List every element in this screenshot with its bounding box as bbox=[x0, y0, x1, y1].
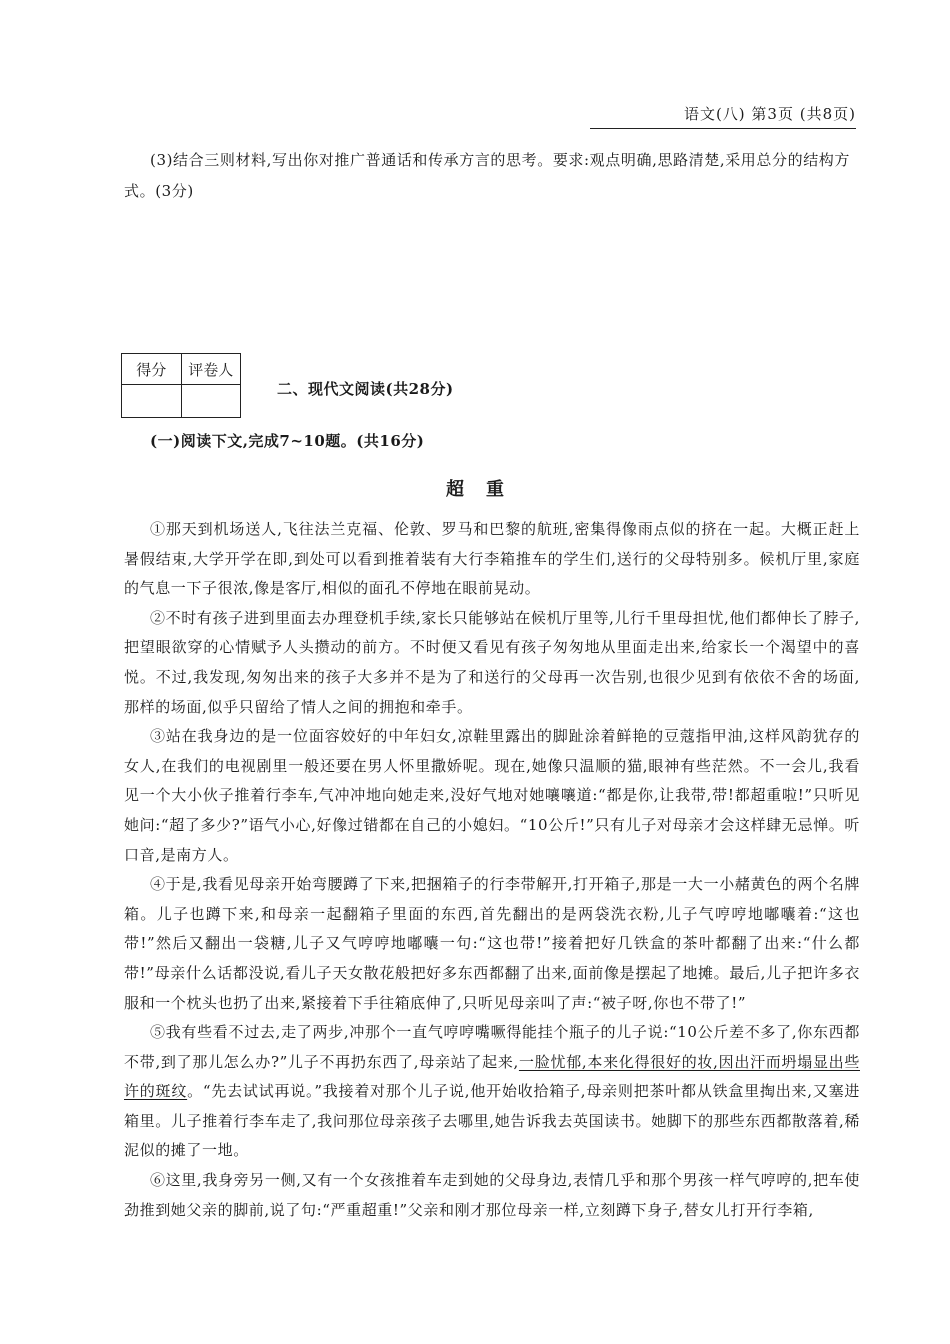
paragraph-6: ⑥这里,我身旁另一侧,又有一个女孩推着车走到她的父母身边,表情几乎和那个男孩一样气哼哼的,把车使劲推到她父亲的脚前,说了句:“严重超重!”父亲和刚才那位母亲一样,立刻蹲下身子,替女儿打开行李箱, bbox=[124, 1171, 860, 1219]
article-title: 超重 bbox=[446, 479, 526, 500]
article-body bbox=[124, 515, 860, 1225]
page-header: 语文(八) 第3页 (共8页) bbox=[590, 103, 856, 129]
section-title: 二、现代文阅读(共28分) bbox=[277, 380, 454, 398]
paragraph-1: ①那天到机场送人,飞往法兰克福、伦敦、罗马和巴黎的航班,密集得像雨点似的挤在一起。大概正赶上暑假结束,大学开学在即,到处可以看到推着装有大行李箱推车的学生们,送行的父母特别多。候机厅里,家庭的气息一下子很浓,像是客厅,相似的面孔不停地在眼前晃动。 bbox=[124, 520, 860, 598]
paragraph-5 bbox=[124, 1018, 860, 1166]
paragraph-5-end: 。“先去试试再说。”我接着对那个儿子说,他开始收拾箱子,母亲则把茶叶都从铁盒里掏出来,又塞进箱里。儿子推着行李车走了,我问那位母亲孩子去哪里,她告诉我去英国读书。她脚下的那些东西都散落着,稀泥似的摊了一地。 bbox=[124, 1082, 860, 1160]
score-label: 得分 bbox=[122, 354, 182, 385]
paragraph-2: ②不时有孩子进到里面去办理登机手续,家长只能够站在候机厅里等,儿行千里母担忧,他们都伸长了脖子,把望眼欲穿的心情赋予人头攒动的前方。不时便又看见有孩子匆匆地从里面走出来,给家长一个渴望中的喜悦。不过,我发现,匆匆出来的孩子大多并不是为了和送行的父母再一次告别,也很少见到有依依不舍的场面,那样的场面,似乎只留给了情人之间的拥抱和牵手。 bbox=[124, 608, 860, 716]
paragraph-4: ④于是,我看见母亲开始弯腰蹲了下来,把捆箱子的行李带解开,打开箱子,那是一大一小赭黄色的两个名牌箱。儿子也蹲下来,和母亲一起翻箱子里面的东西,首先翻出的是两袋洗衣粉,儿子气哼哼地嘟囔着:“这也带!”然后又翻出一袋糖,儿子又气哼哼地嘟囔一句:“这也带!”接着把好几铁盒的茶叶都翻了出来:“什么都带!”母亲什么话都没说,看儿子天女散花般把好多东西都翻了出来,面前像是摆起了地摊。最后,儿子把许多衣服和一个枕头也扔了出来,紧接着下手往箱底伸了,只听见母亲叫了声:“被子呀,你也不带了!” bbox=[124, 875, 860, 1012]
grader-cell bbox=[181, 385, 241, 418]
underlined-sentence: 一脸忧郁,本来化得很好的妆,因出汗而坍塌显出些许的斑纹 bbox=[124, 1052, 860, 1101]
score-table bbox=[121, 353, 241, 418]
question-3: (3)结合三则材料,写出你对推广普通话和传承方言的思考。要求:观点明确,思路清楚,采用总分的结构方式。(3分) bbox=[124, 151, 851, 200]
paragraph-5-start: ⑤我有些看不过去,走了两步,冲那个一直气哼哼嘴噘得能挂个瓶子的儿子说:“10公斤差不多了,你东西都不带,到了那儿怎么办?”儿子不再扔东西了,母亲站了起来, bbox=[124, 1023, 860, 1071]
subsection-title: (一)阅读下文,完成7~10题。(共16分) bbox=[150, 432, 425, 450]
grader-label: 评卷人 bbox=[181, 354, 241, 385]
paragraph-3: ③站在我身边的是一位面容姣好的中年妇女,凉鞋里露出的脚趾涂着鲜艳的豆蔻指甲油,这样风韵犹存的女人,在我们的电视剧里一般还要在男人怀里撒娇呢。现在,她像只温顺的猫,眼神有些茫然。不一会儿,我看见一个大小伙子推着行李车,气冲冲地向她走来,没好气地对她嚷嚷道:“都是你,让我带,带!都超重啦!”只听见她问:“超了多少?”语气小心,好像过错都在自己的小媳妇。“10公斤!”只有儿子对母亲才会这样肆无忌惮。听口音,是南方人。 bbox=[124, 727, 860, 864]
score-cell bbox=[122, 385, 182, 418]
